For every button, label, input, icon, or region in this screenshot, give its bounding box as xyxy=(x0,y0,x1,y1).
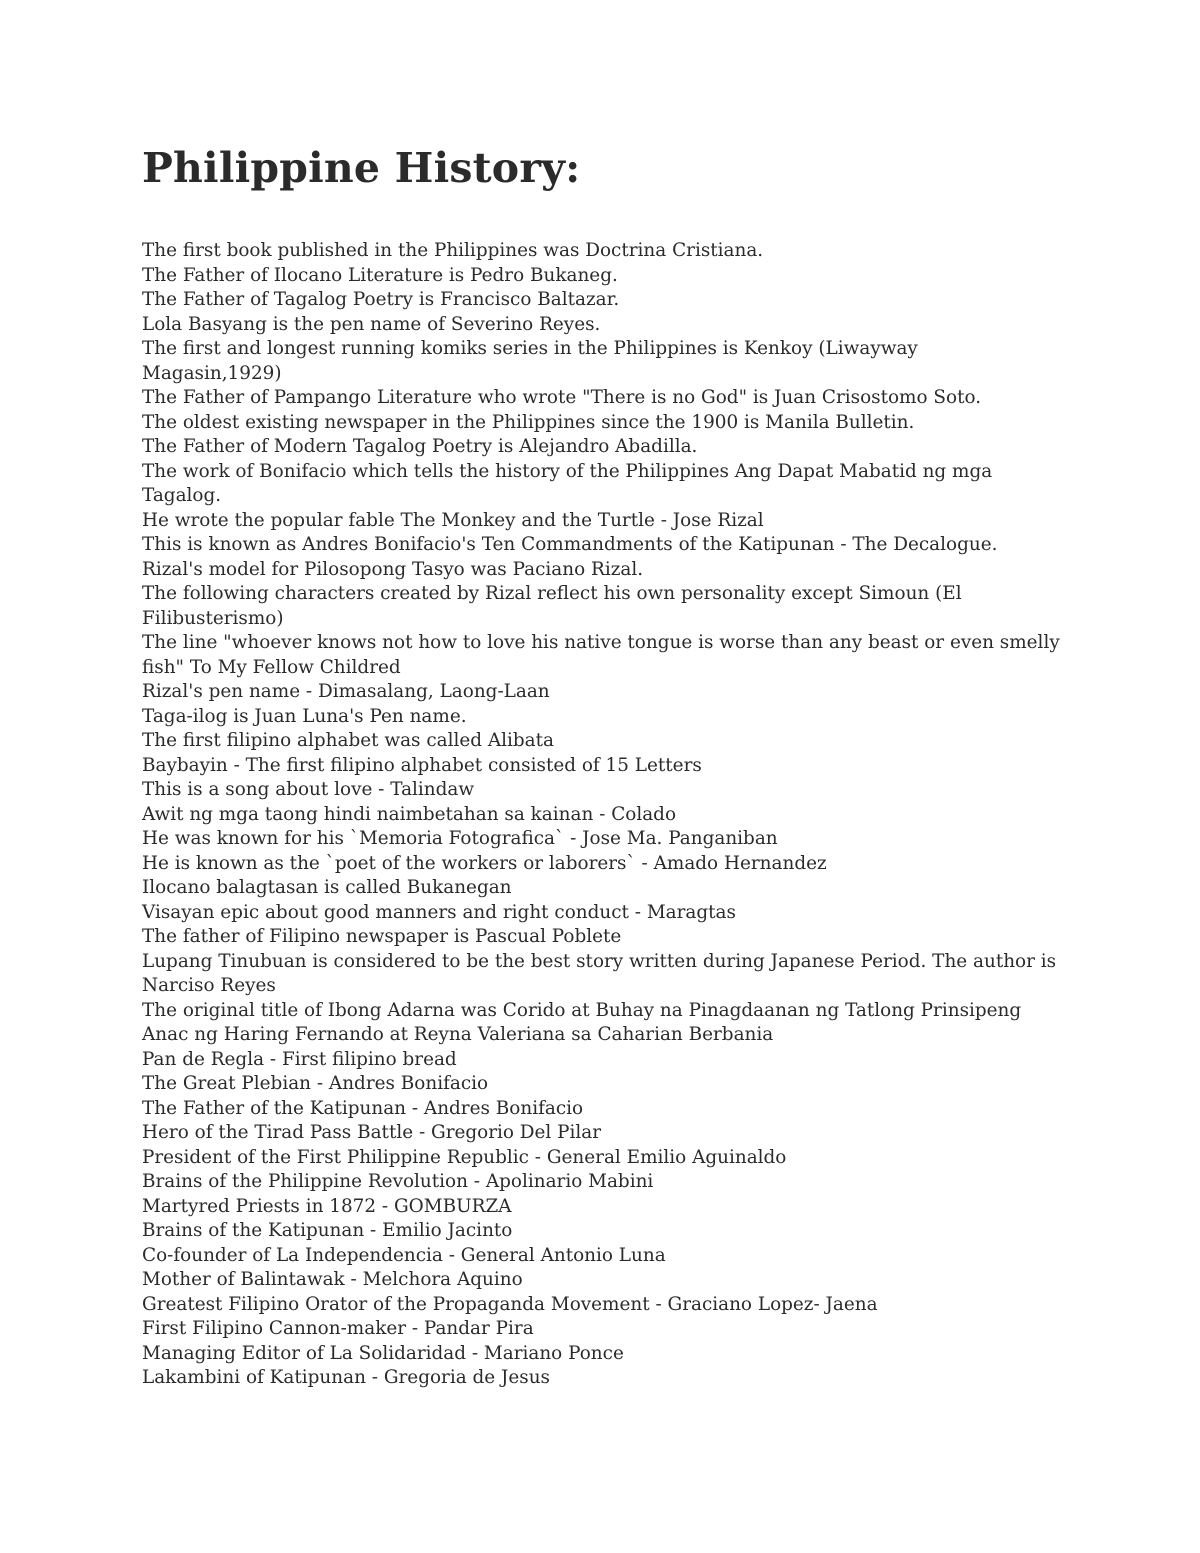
text-line: Awit ng mga taong hindi naimbetahan sa kainan - Colado xyxy=(142,803,677,825)
text-line: Taga-ilog is Juan Luna's Pen name. xyxy=(142,705,467,727)
text-line: President of the First Philippine Republic - General Emilio Aguinaldo xyxy=(142,1146,787,1168)
text-line: Martyred Priests in 1872 - GOMBURZA xyxy=(142,1195,512,1217)
text-line: Hero of the Tirad Pass Battle - Gregorio Del Pilar xyxy=(142,1122,602,1143)
text-line: The work of Bonifacio which tells the history of the Philippines Ang Dapat Mabatid ng mga Tagalog. xyxy=(142,460,993,506)
text-line: The first filipino alphabet was called Alibata xyxy=(142,730,554,751)
text-line: The Father of the Katipunan - Andres Bonifacio xyxy=(142,1097,584,1119)
text-line: This is known as Andres Bonifacio's Ten Commandments of the Katipunan - The Decalogue. xyxy=(142,534,998,555)
text-line: The father of Filipino newspaper is Pascual Poblete xyxy=(142,926,622,947)
text-line: First Filipino Cannon-maker - Pandar Pira xyxy=(142,1318,534,1339)
text-line: He was known for his `Memoria Fotografica` - Jose Ma. Panganiban xyxy=(142,828,778,849)
text-line: He is known as the `poet of the workers or laborers` - Amado Hernandez xyxy=(142,852,827,874)
text-line: The Great Plebian - Andres Bonifacio xyxy=(142,1073,489,1094)
text-line: Co-founder of La Independencia - General Antonio Luna xyxy=(142,1244,666,1266)
text-line: Rizal's pen name - Dimasalang, Laong-Laan xyxy=(142,681,550,702)
text-line: The Father of Tagalog Poetry is Francisco Baltazar. xyxy=(142,289,620,310)
text-line: The first and longest running komiks series in the Philippines is Kenkoy (Liwayway Magasin,1929) xyxy=(142,338,918,384)
text-line: The line "whoever knows not how to love his native tongue is worse than any beast or even smelly fish" To My Fellow Childred xyxy=(142,632,1060,678)
text-line: Rizal's model for Pilosopong Tasyo was Paciano Rizal. xyxy=(142,558,644,580)
text-line: The oldest existing newspaper in the Philippines since the 1900 is Manila Bulletin. xyxy=(142,411,915,433)
text-line: Ilocano balagtasan is called Bukanegan xyxy=(142,877,512,898)
text-line: Brains of the Philippine Revolution - Apolinario Mabini xyxy=(142,1171,654,1192)
text-line: The Father of Pampango Literature who wrote "There is no God" is Juan Crisostomo Soto. xyxy=(142,387,982,408)
text-line: Managing Editor of La Solidaridad - Mariano Ponce xyxy=(142,1342,624,1364)
text-line: This is a song about love - Talindaw xyxy=(142,779,475,800)
text-line: The original title of Ibong Adarna was Corido at Buhay na Pinagdaanan ng Tatlong Prinsipeng Anac ng Haring Fernando at Reyna Valeriana sa Caharian Berbania xyxy=(142,999,1022,1045)
text-line: Lupang Tinubuan is considered to be the best story written during Japanese Period. The author is Narciso Reyes xyxy=(142,950,1057,996)
text-line: He wrote the popular fable The Monkey and the Turtle - Jose Rizal xyxy=(142,509,764,531)
text-line: Visayan epic about good manners and right conduct - Maragtas xyxy=(142,901,736,923)
text-line: Lakambini of Katipunan - Gregoria de Jesus xyxy=(142,1367,550,1388)
text-line: Mother of Balintawak - Melchora Aquino xyxy=(142,1269,523,1290)
text-line: Greatest Filipino Orator of the Propaganda Movement - Graciano Lopez- Jaena xyxy=(142,1293,878,1315)
text-line: Pan de Regla - First filipino bread xyxy=(142,1048,457,1070)
page-title: Philippine History: xyxy=(142,144,581,192)
text-line: Lola Basyang is the pen name of Severino Reyes. xyxy=(142,313,601,335)
text-line: The Father of Ilocano Literature is Pedro Bukaneg. xyxy=(142,264,618,286)
text-line: The Father of Modern Tagalog Poetry is Alejandro Abadilla. xyxy=(142,436,698,457)
body-text xyxy=(142,239,1062,1391)
text-line: The following characters created by Rizal reflect his own personality except Simoun (El Filibusterismo) xyxy=(142,583,962,629)
text-line: Baybayin - The first filipino alphabet consisted of 15 Letters xyxy=(142,754,702,776)
text-line: Brains of the Katipunan - Emilio Jacinto xyxy=(142,1220,513,1241)
text-line: The first book published in the Philippines was Doctrina Cristiana. xyxy=(142,240,764,261)
